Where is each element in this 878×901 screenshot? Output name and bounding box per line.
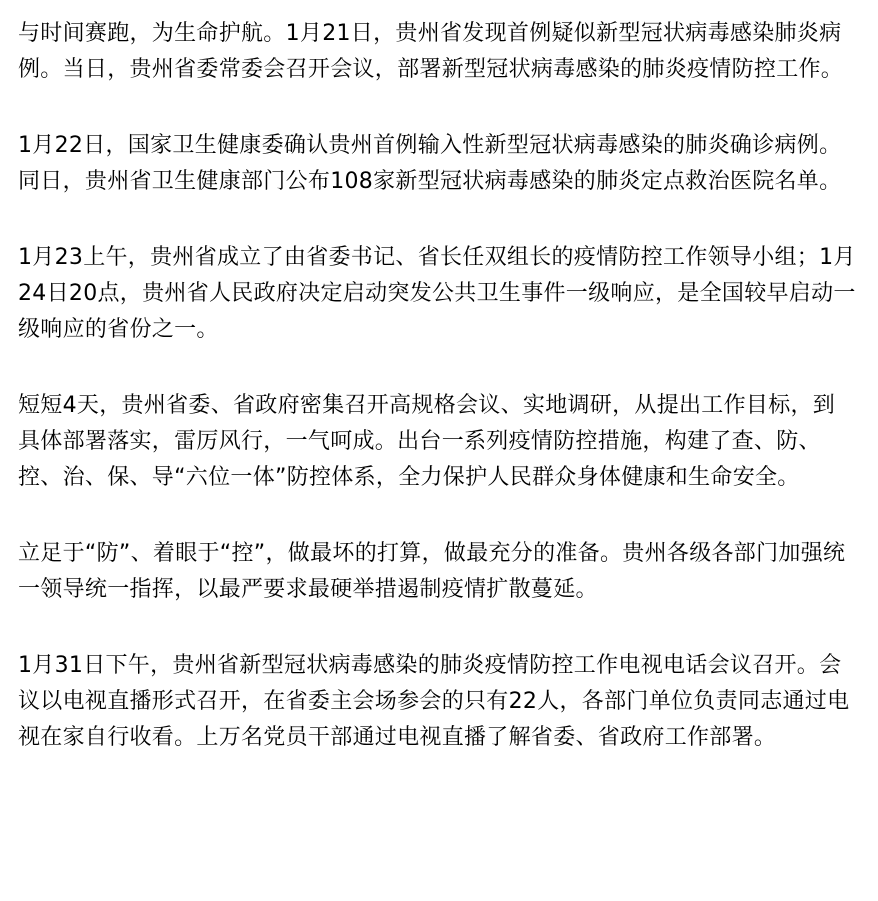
paragraph-spacer: [18, 608, 856, 648]
paragraph-6: 1月31日下午，贵州省新型冠状病毒感染的肺炎疫情防控工作电视电话会议召开。会议以电视直播形式召开，在省委主会场参会的只有22人，各部门单位负责同志通过电视在家自行收看。上万名党员干部通过电视直播了解省委、省政府工作部署。: [18, 653, 850, 750]
paragraph-spacer: [18, 348, 856, 388]
paragraph-spacer: [18, 200, 856, 240]
paragraph-spacer: [18, 496, 856, 536]
paragraph-4: 短短4天，贵州省委、省政府密集召开高规格会议、实地调研，从提出工作目标，到具体部署落实，雷厉风行，一气呵成。出台一系列疫情防控措施，构建了查、防、控、治、保、导“六位一体”防控体系，全力保护人民群众身体健康和生命安全。: [18, 393, 836, 490]
paragraph-5: 立足于“防”、着眼于“控”，做最坏的打算，做最充分的准备。贵州各级各部门加强统一领导统一指挥，以最严要求最硬举措遏制疫情扩散蔓延。: [18, 541, 846, 602]
paragraph-spacer: [18, 88, 856, 128]
paragraph-2: 1月22日，国家卫生健康委确认贵州首例输入性新型冠状病毒感染的肺炎确诊病例。同日，贵州省卫生健康部门公布108家新型冠状病毒感染的肺炎定点救治医院名单。: [18, 133, 842, 194]
paragraph-3: 1月23上午，贵州省成立了由省委书记、省长任双组长的疫情防控工作领导小组；1月24日20点，贵州省人民政府决定启动突发公共卫生事件一级响应，是全国较早启动一级响应的省份之一。: [18, 245, 856, 342]
paragraph-1: 与时间赛跑，为生命护航。1月21日，贵州省发现首例疑似新型冠状病毒感染肺炎病例。当日，贵州省委常委会召开会议，部署新型冠状病毒感染的肺炎疫情防控工作。: [18, 21, 844, 82]
